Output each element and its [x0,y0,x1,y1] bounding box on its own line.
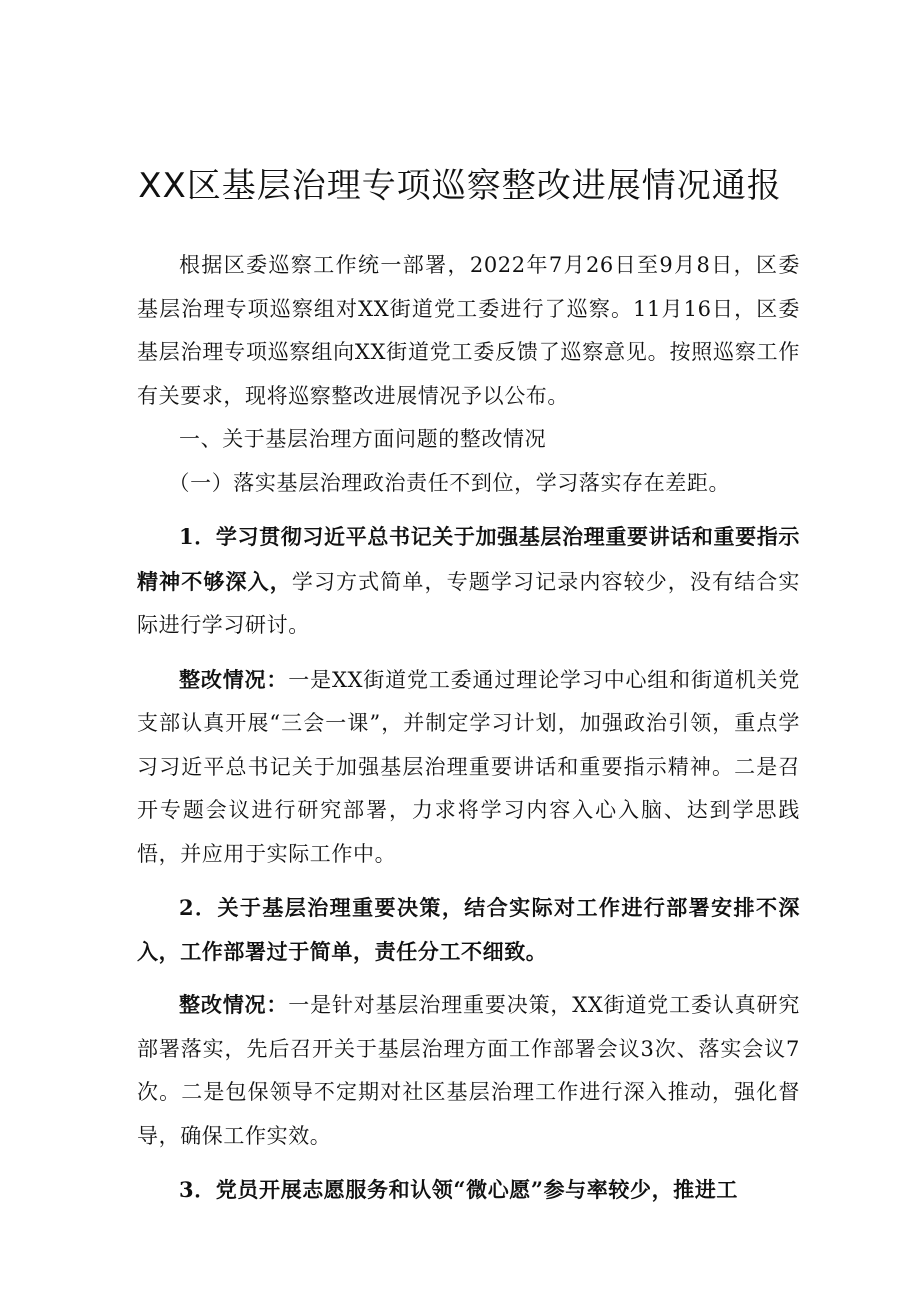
item-1-issue [137,515,800,648]
item-2-issue: 2．关于基层治理重要决策，结合实际对工作进行部署安排不深入，工作部署过于简单，责任分工不细致。 [137,895,800,964]
item-1-issue-rest: 学习方式简单，专题学习记录内容较少，没有结合实际进行学习研讨。 [137,569,800,637]
item-1-fix-label: 整改情况： [179,666,289,692]
item-2-fix-text: 一是针对基层治理重要决策，XX街道党工委认真研究部署落实，先后召开关于基层治理方面工作部署会议3次、落实会议7次。二是包保领导不定期对社区基层治理工作进行深入推动，强化督导，确保工作实效。 [137,993,800,1148]
document-body [137,244,800,1212]
subsection-heading-1: （一）落实基层治理政治责任不到位，学习落实存在差距。 [168,470,731,495]
item-1-fix-text: 一是XX街道党工委通过理论学习中心组和街道机关党支部认真开展“三会一课”，并制定学习计划，加强政治引领，重点学习习近平总书记关于加强基层治理重要讲话和重要指示精神。二是召开专题会议进行研究部署，力求将学习内容入心入脑、达到学思践悟，并应用于实际工作中。 [137,667,800,866]
intro-paragraph: 根据区委巡察工作统一部署，2022年7月26日至9月8日，区委基层治理专项巡察组对XX街道党工委进行了巡察。11月16日，区委基层治理专项巡察组向XX街道党工委反馈了巡察意见。按照巡察工作有关要求，现将巡察整改进展情况予以公布。 [137,253,800,408]
document-title: XX区基层治理专项巡察整改进展情况通报 [138,166,782,206]
item-1-fix [137,658,800,877]
item-3-issue: 3．党员开展志愿服务和认领“微心愿”参与率较少，推进工 [179,1177,738,1202]
item-2-fix [137,983,800,1158]
item-2-fix-label: 整改情况： [179,992,289,1017]
section-heading-1: 一、关于基层治理方面问题的整改情况 [179,427,547,451]
item-1-issue-bold: 1．学习贯彻习近平总书记关于加强基层治理重要讲话和重要指示精神不够深入， [137,524,800,594]
